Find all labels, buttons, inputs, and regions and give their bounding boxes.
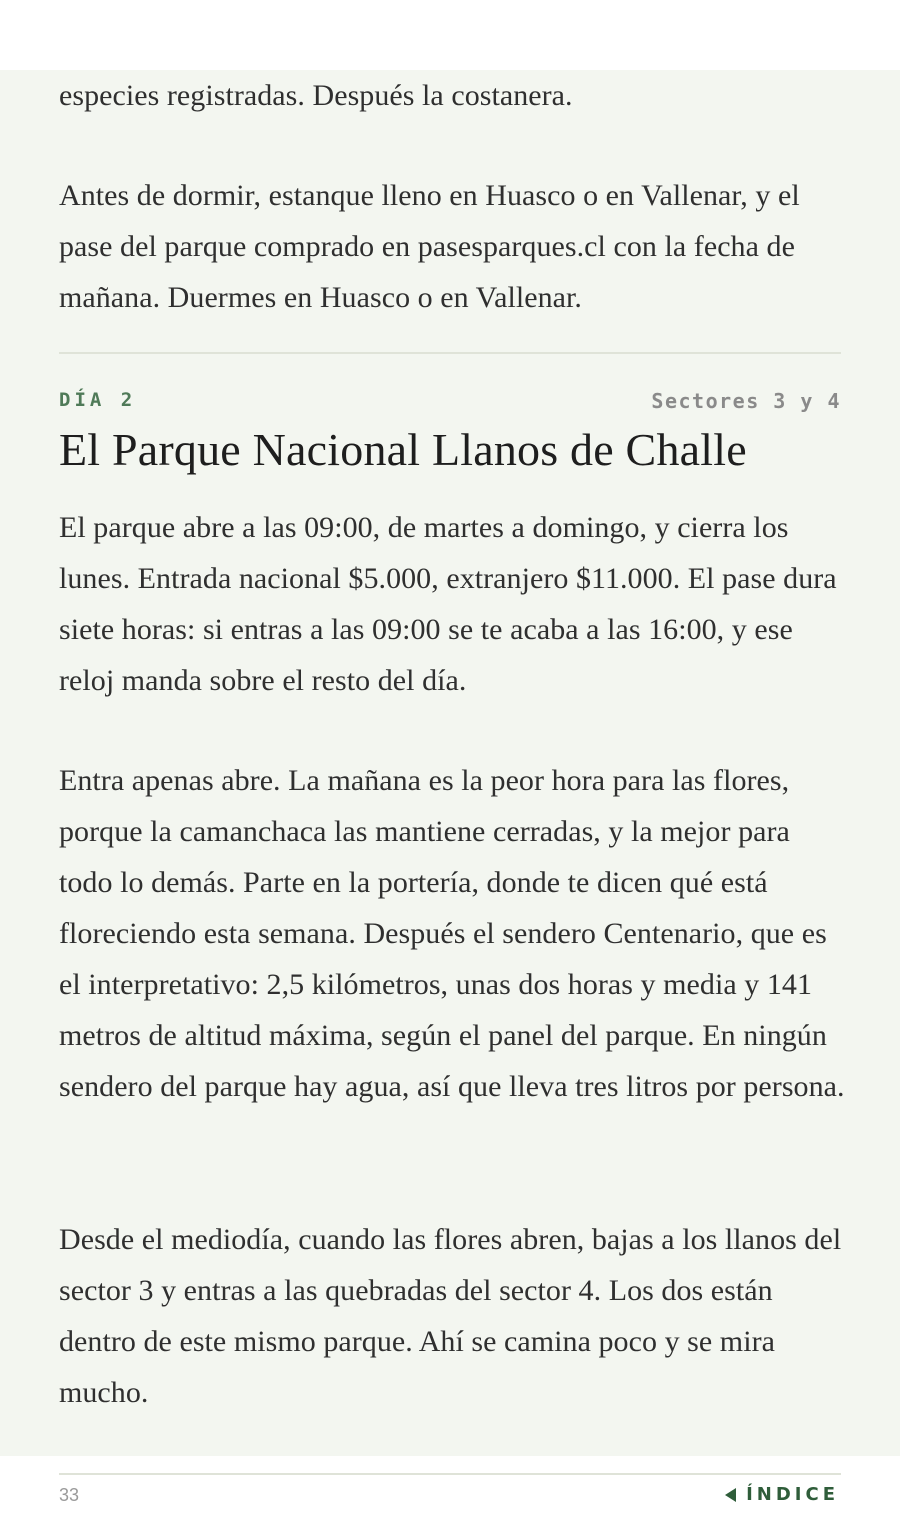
paragraph-hours: El parque abre a las 09:00, de martes a domingo, y cierra los lunes. Entrada nacional $5.000, extranjero $11.000. El pase dura siete horas: si entras a las 09:00 se te acaba a las 16:00, y ese reloj manda sobre el resto del día. [59, 511, 837, 697]
back-triangle-icon [725, 1488, 736, 1502]
before-sleep-paragraph: Antes de dormir, estanque lleno en Huasco o en Vallenar, y el pase del parque comprado en pasesparques.cl con la fecha de mañana. Duermes en Huasco o en Vallenar. [59, 179, 800, 314]
lead-paragraph-fragment: especies registradas. Después la costanera. [59, 79, 573, 112]
index-link-label: ÍNDICE [746, 1484, 839, 1505]
section-title: El Parque Nacional Llanos de Challe [59, 424, 747, 475]
day-label: DÍA 2 [59, 389, 137, 411]
sectors-label: Sectores 3 y 4 [651, 389, 841, 413]
page-footer [0, 1456, 900, 1526]
page-number: 33 [59, 1485, 80, 1505]
top-bar [0, 0, 900, 70]
section-divider [59, 352, 841, 354]
footer-divider [59, 1473, 841, 1475]
index-link[interactable] [725, 1484, 839, 1505]
paragraph-morning: Entra apenas abre. La mañana es la peor hora para las flores, porque la camanchaca las mantiene cerradas, y la mejor para todo lo demás. Parte en la portería, donde te dicen qué está floreciendo esta semana. Después el sendero Centenario, que es el interpretativo: 2,5 kilómetros, unas dos horas y media y 141 metros de altitud máxima, según el panel del parque. En ningún sendero del parque hay agua, así que lleva tres litros por persona. [59, 764, 845, 1103]
paragraph-midday: Desde el mediodía, cuando las flores abren, bajas a los llanos del sector 3 y entras a las quebradas del sector 4. Los dos están dentro de este mismo parque. Ahí se camina poco y se mira mucho. [59, 1223, 842, 1409]
